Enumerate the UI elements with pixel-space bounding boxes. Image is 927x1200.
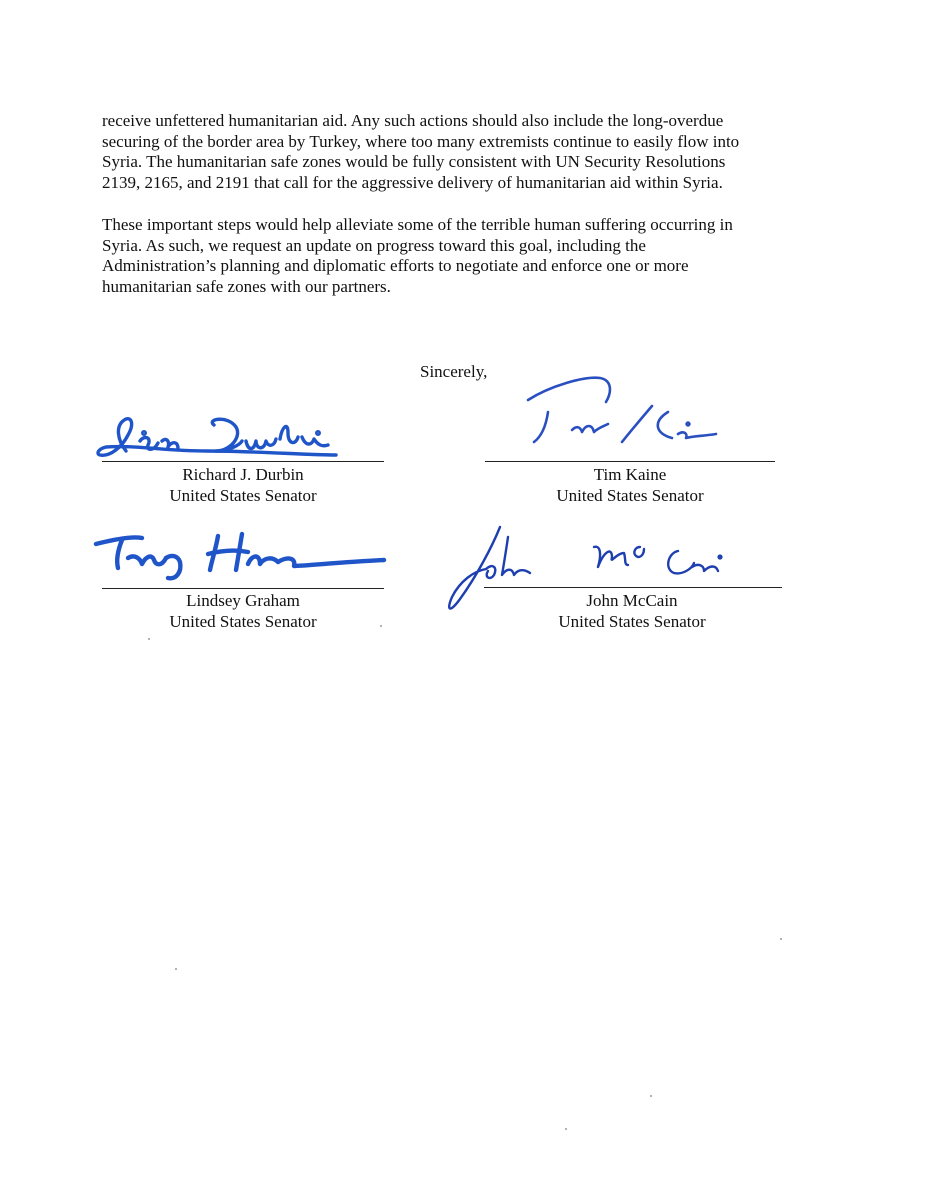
scan-speck: [175, 968, 177, 970]
signature-block-kaine: [485, 365, 775, 515]
scan-speck: [780, 938, 782, 940]
signature-block-durbin: [102, 405, 384, 515]
scan-speck: [148, 638, 150, 640]
paragraph-line: receive unfettered humanitarian aid. Any such actions should also include the long-overdue: [102, 111, 724, 130]
signature-block-graham: [102, 520, 384, 630]
signature-graham: [92, 524, 392, 588]
paragraph-line: Administration’s planning and diplomatic efforts to negotiate and enforce one or more: [102, 256, 689, 276]
signer-title: United States Senator: [169, 486, 317, 505]
paragraph-line: 2139, 2165, and 2191 that call for the aggressive delivery of humanitarian aid within Syria.: [102, 172, 723, 192]
signer-title: United States Senator: [169, 612, 317, 631]
signer-title: United States Senator: [556, 486, 704, 505]
signer-name: John McCain: [586, 591, 678, 610]
signature-line: [484, 587, 782, 588]
signature-block-mccain: [442, 515, 782, 630]
signature-line: [485, 461, 775, 462]
signature-kaine: [520, 370, 750, 455]
body-paragraph-2: [102, 215, 802, 297]
signer-name: Richard J. Durbin: [182, 465, 304, 484]
scan-speck: [565, 1128, 567, 1130]
paragraph-line: These important steps would help alleviate some of the terrible human suffering occurring in: [102, 215, 733, 234]
signer-name: Lindsey Graham: [186, 591, 300, 610]
paragraph-line: Syria. The humanitarian safe zones would be fully consistent with UN Security Resolutions: [102, 152, 726, 172]
signature-durbin: [96, 411, 346, 471]
body-paragraph-1: [102, 111, 802, 193]
scan-speck: [650, 1095, 652, 1097]
signer-name: Tim Kaine: [593, 465, 667, 484]
paragraph-line: securing of the border area by Turkey, where too many extremists continue to easily flow into: [102, 131, 740, 151]
paragraph-line: Syria. As such, we request an update on progress toward this goal, including the: [102, 235, 646, 255]
signature-line: [102, 588, 384, 589]
signature-line: [102, 461, 384, 462]
closing-salutation: Sincerely,: [420, 362, 488, 381]
signer-title: United States Senator: [558, 612, 706, 631]
scan-speck: [380, 625, 382, 627]
paragraph-line: humanitarian safe zones with our partners.: [102, 276, 391, 296]
